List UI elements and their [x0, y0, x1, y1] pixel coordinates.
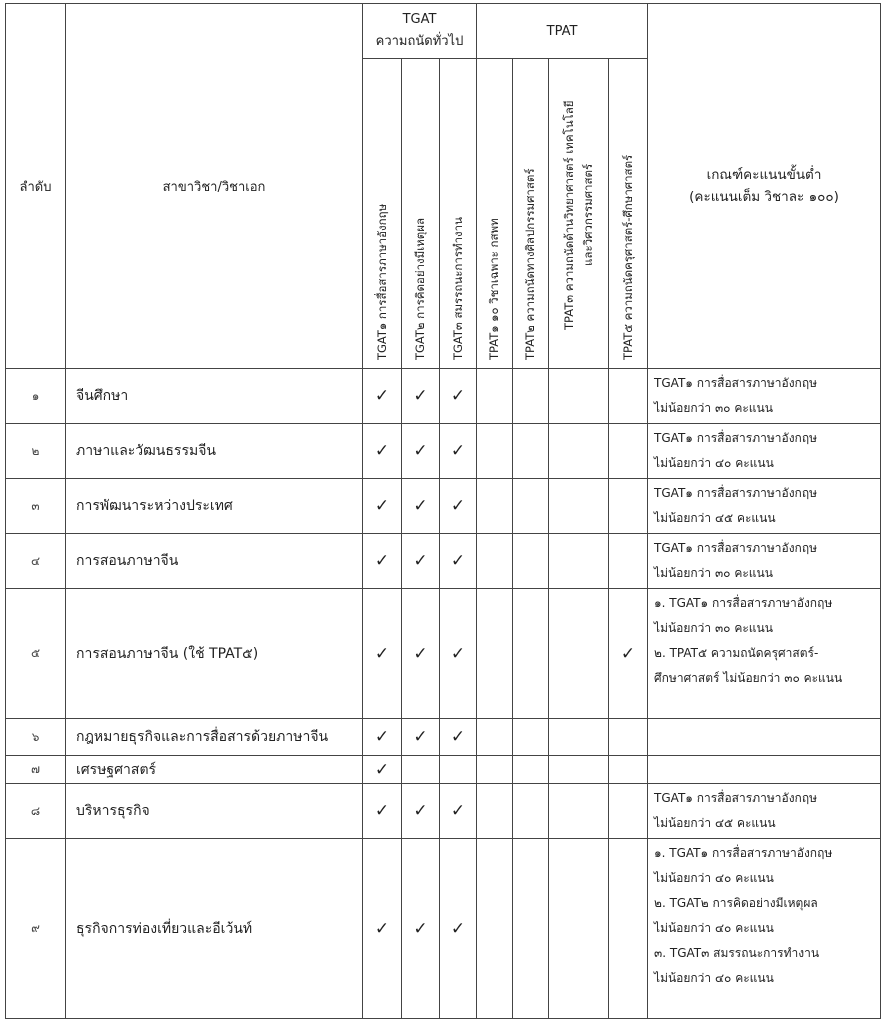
check-mark-icon: ✓: [402, 369, 440, 424]
check-mark-icon: ✓: [609, 589, 648, 719]
exam-label: TPAT๑ ๑๐ วิชาเฉพาะ กสพท: [487, 218, 501, 360]
criteria-cell: [648, 589, 881, 719]
empty-cell: [477, 839, 513, 1019]
check-mark-icon: ✓: [363, 589, 402, 719]
empty-cell: [609, 719, 648, 756]
subject-name: การพัฒนาระหว่างประเทศ: [66, 479, 363, 534]
exam-label: TGAT๑ การสื่อสารภาษาอังกฤษ: [374, 203, 389, 360]
criteria-line: ๓. TGAT๓ สมรรถนะการทำงาน: [654, 946, 820, 960]
empty-cell: [477, 534, 513, 589]
check-mark-icon: ✓: [440, 424, 477, 479]
subject-name: จีนศึกษา: [66, 369, 363, 424]
header-tgat-group: [363, 4, 477, 59]
check-mark-icon: ✓: [440, 719, 477, 756]
criteria-line: ไม่น้อยกว่า ๔๕ คะแนน: [654, 816, 776, 830]
header-tpat-group: TPAT: [477, 4, 648, 59]
check-mark-icon: ✓: [440, 369, 477, 424]
header-exam-0: [363, 59, 402, 369]
subject-name: กฎหมายธุรกิจและการสื่อสารด้วยภาษาจีน: [66, 719, 363, 756]
empty-cell: [513, 756, 549, 784]
empty-cell: [477, 784, 513, 839]
empty-cell: [609, 839, 648, 1019]
check-mark-icon: ✓: [440, 534, 477, 589]
empty-cell: [609, 784, 648, 839]
criteria-line: ไม่น้อยกว่า ๓๐ คะแนน: [654, 401, 773, 415]
check-mark-icon: ✓: [363, 534, 402, 589]
empty-cell: [477, 479, 513, 534]
empty-cell: [549, 479, 609, 534]
empty-cell: [549, 839, 609, 1019]
criteria-line: ไม่น้อยกว่า ๔๐ คะแนน: [654, 871, 774, 885]
empty-cell: [609, 756, 648, 784]
check-mark-icon: ✓: [363, 424, 402, 479]
criteria-line: ไม่น้อยกว่า ๔๐ คะแนน: [654, 921, 774, 935]
check-mark-icon: ✓: [440, 784, 477, 839]
criteria-line: TGAT๑ การสื่อสารภาษาอังกฤษ: [654, 376, 817, 390]
subject-name: ธุรกิจการท่องเที่ยวและอีเว้นท์: [66, 839, 363, 1019]
check-mark-icon: ✓: [402, 479, 440, 534]
table-row: [6, 719, 881, 756]
header-exam-3: [477, 59, 513, 369]
subject-name: การสอนภาษาจีน: [66, 534, 363, 589]
criteria-line: ไม่น้อยกว่า ๓๐ คะแนน: [654, 621, 773, 635]
check-mark-icon: ✓: [402, 424, 440, 479]
criteria-line: ๒. TPAT๕ ความถนัดครุศาสตร์-: [654, 646, 819, 660]
empty-cell: [549, 756, 609, 784]
empty-cell: [549, 784, 609, 839]
header-exam-6: [609, 59, 648, 369]
row-number: ๙: [6, 839, 66, 1019]
header-exam-5: [549, 59, 609, 369]
table-row: [6, 589, 881, 719]
criteria-line: ไม่น้อยกว่า ๔๕ คะแนน: [654, 511, 776, 525]
empty-cell: [549, 719, 609, 756]
subject-name: บริหารธุรกิจ: [66, 784, 363, 839]
criteria-cell: [648, 784, 881, 839]
check-mark-icon: ✓: [363, 479, 402, 534]
row-number: ๕: [6, 589, 66, 719]
header-order: ลำดับ: [6, 4, 66, 369]
criteria-line: TGAT๑ การสื่อสารภาษาอังกฤษ: [654, 486, 817, 500]
check-mark-icon: ✓: [402, 839, 440, 1019]
criteria-line: ไม่น้อยกว่า ๔๐ คะแนน: [654, 971, 774, 985]
check-mark-icon: ✓: [440, 479, 477, 534]
table-row: [6, 756, 881, 784]
empty-cell: [549, 534, 609, 589]
row-number: ๒: [6, 424, 66, 479]
table-row: [6, 784, 881, 839]
row-number: ๑: [6, 369, 66, 424]
criteria-cell: [648, 756, 881, 784]
empty-cell: [609, 534, 648, 589]
check-mark-icon: ✓: [363, 369, 402, 424]
empty-cell: [549, 589, 609, 719]
table-row: [6, 839, 881, 1019]
empty-cell: [549, 424, 609, 479]
criteria-title: เกณฑ์คะแนนขั้นต่ำ: [706, 167, 822, 183]
row-number: ๖: [6, 719, 66, 756]
table-row: [6, 534, 881, 589]
subject-name: ภาษาและวัฒนธรรมจีน: [66, 424, 363, 479]
empty-cell: [477, 719, 513, 756]
row-number: ๔: [6, 534, 66, 589]
criteria-cell: [648, 719, 881, 756]
header-exam-4: [513, 59, 549, 369]
empty-cell: [513, 719, 549, 756]
row-number: ๓: [6, 479, 66, 534]
criteria-line: TGAT๑ การสื่อสารภาษาอังกฤษ: [654, 431, 817, 445]
exam-label-line2: และวิศวกรรมศาสตร์: [580, 163, 595, 267]
table-row: [6, 424, 881, 479]
criteria-line: TGAT๑ การสื่อสารภาษาอังกฤษ: [654, 541, 817, 555]
criteria-subtitle: (คะแนนเต็ม วิชาละ ๑๐๐): [689, 189, 839, 205]
subject-name: เศรษฐศาสตร์: [66, 756, 363, 784]
empty-cell: [609, 369, 648, 424]
tgat-subtitle: ความถนัดทั่วไป: [375, 34, 464, 49]
table-row: [6, 369, 881, 424]
empty-cell: [513, 589, 549, 719]
exam-label: TGAT๓ สมรรถนะการทำงาน: [450, 217, 465, 360]
empty-cell: [513, 534, 549, 589]
header-exam-2: [440, 59, 477, 369]
empty-cell: [440, 756, 477, 784]
empty-cell: [513, 839, 549, 1019]
empty-cell: [477, 369, 513, 424]
criteria-cell: [648, 534, 881, 589]
exam-label: TPAT๕ ความถนัดครุศาสตร์-ศึกษาศาสตร์: [620, 154, 635, 360]
criteria-cell: [648, 839, 881, 1019]
criteria-line: ศึกษาศาสตร์ ไม่น้อยกว่า ๓๐ คะแนน: [654, 671, 843, 685]
empty-cell: [477, 589, 513, 719]
criteria-line: ๑. TGAT๑ การสื่อสารภาษาอังกฤษ: [654, 846, 833, 860]
empty-cell: [513, 369, 549, 424]
check-mark-icon: ✓: [440, 839, 477, 1019]
admission-criteria-table: [5, 3, 881, 1019]
tgat-title: TGAT: [402, 12, 437, 27]
criteria-line: ๒. TGAT๒ การคิดอย่างมีเหตุผล: [654, 896, 818, 910]
check-mark-icon: ✓: [363, 756, 402, 784]
header-subject: สาขาวิชา/วิชาเอก: [66, 4, 363, 369]
empty-cell: [549, 369, 609, 424]
check-mark-icon: ✓: [402, 784, 440, 839]
empty-cell: [609, 424, 648, 479]
empty-cell: [402, 756, 440, 784]
header-exam-1: [402, 59, 440, 369]
criteria-cell: [648, 479, 881, 534]
empty-cell: [513, 424, 549, 479]
table-row: [6, 479, 881, 534]
exam-label: TPAT๒ ความถนัดทางศิลปกรรมศาสตร์: [523, 168, 537, 360]
empty-cell: [513, 784, 549, 839]
criteria-cell: [648, 424, 881, 479]
empty-cell: [609, 479, 648, 534]
empty-cell: [477, 424, 513, 479]
criteria-line: ไม่น้อยกว่า ๔๐ คะแนน: [654, 456, 774, 470]
row-number: ๗: [6, 756, 66, 784]
check-mark-icon: ✓: [363, 719, 402, 756]
empty-cell: [513, 479, 549, 534]
check-mark-icon: ✓: [402, 589, 440, 719]
exam-label: TPAT๓ ความถนัดด้านวิทยาศาสตร์ เทคโนโลยี: [561, 100, 576, 330]
criteria-line: ไม่น้อยกว่า ๓๐ คะแนน: [654, 566, 773, 580]
criteria-cell: [648, 369, 881, 424]
check-mark-icon: ✓: [402, 719, 440, 756]
row-number: ๘: [6, 784, 66, 839]
subject-name: การสอนภาษาจีน (ใช้ TPAT๕): [66, 589, 363, 719]
criteria-line: TGAT๑ การสื่อสารภาษาอังกฤษ: [654, 791, 817, 805]
check-mark-icon: ✓: [363, 784, 402, 839]
criteria-line: ๑. TGAT๑ การสื่อสารภาษาอังกฤษ: [654, 596, 833, 610]
check-mark-icon: ✓: [402, 534, 440, 589]
check-mark-icon: ✓: [363, 839, 402, 1019]
check-mark-icon: ✓: [440, 589, 477, 719]
exam-label: TGAT๒ การคิดอย่างมีเหตุผล: [413, 218, 427, 360]
header-criteria: [648, 4, 881, 369]
empty-cell: [477, 756, 513, 784]
